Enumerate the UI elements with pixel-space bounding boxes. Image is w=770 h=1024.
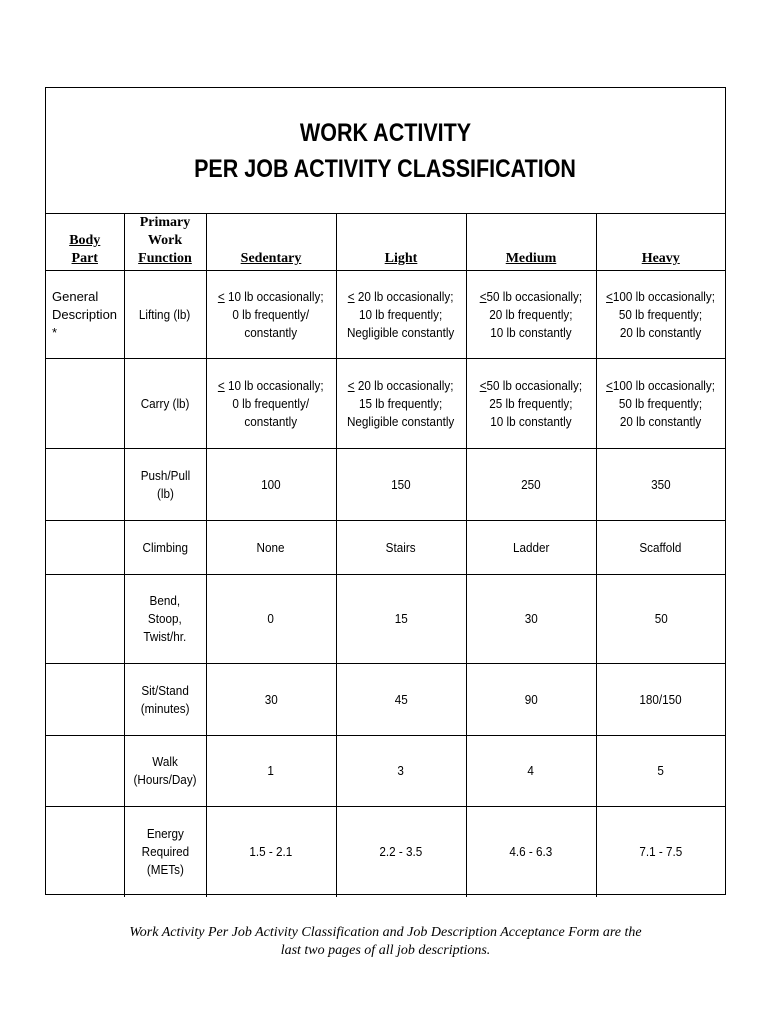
line: 10 lb constantly <box>490 324 572 340</box>
header-light <box>336 214 466 271</box>
value: 4.6 - 6.3 <box>509 843 553 859</box>
lte-symbol: < <box>606 288 614 304</box>
value: 7.1 - 7.5 <box>639 843 683 859</box>
body-part-line3: * <box>52 324 58 340</box>
function-climbing <box>124 521 206 575</box>
line: 20 lb constantly <box>620 413 702 429</box>
cell-lifting-sedentary <box>206 271 336 359</box>
body-part-empty <box>46 359 124 449</box>
value: Stairs <box>386 539 416 555</box>
cell-climbing-heavy <box>596 521 725 575</box>
line: 100 lb occasionally; <box>613 288 716 304</box>
cell-sit-stand-medium <box>466 664 596 736</box>
header-medium <box>466 214 596 271</box>
line: Sit/Stand <box>141 682 189 698</box>
footer-line-1: Work Activity Per Job Activity Classification and Job Description Acceptance Form are the <box>129 925 642 940</box>
row-climbing <box>46 521 725 575</box>
header-function-line3: Function <box>138 251 192 266</box>
value: 30 <box>264 691 278 707</box>
line: Negligible constantly <box>347 324 455 340</box>
header-heavy <box>596 214 725 271</box>
header-sedentary <box>206 214 336 271</box>
line: 20 lb occasionally; <box>358 377 454 393</box>
body-part-empty <box>46 807 124 897</box>
line: 20 lb constantly <box>620 324 702 340</box>
work-activity-table <box>46 214 725 897</box>
header-function-line1: Primary <box>139 215 191 230</box>
cell-climbing-medium <box>466 521 596 575</box>
value: 2.2 - 3.5 <box>379 843 423 859</box>
function-walk-label <box>133 753 196 789</box>
function-lifting-label: Lifting (lb) <box>139 306 191 322</box>
value: 150 <box>391 476 411 492</box>
line: Stoop, <box>148 611 182 626</box>
line: 50 lb frequently; <box>619 306 703 322</box>
function-lifting <box>124 271 206 359</box>
value: 180/150 <box>639 691 682 707</box>
value: 30 <box>524 611 538 626</box>
cell-energy-light <box>336 807 466 897</box>
cell-carry-sedentary <box>206 359 336 449</box>
lte-symbol: < <box>218 288 225 304</box>
cell-lifting-medium-text <box>480 288 582 342</box>
cell-bend-light <box>336 575 466 664</box>
line: Required <box>141 843 189 859</box>
cell-bend-heavy <box>596 575 725 664</box>
line: Walk <box>152 754 178 769</box>
cell-push-pull-sedentary <box>206 449 336 521</box>
function-energy <box>124 807 206 897</box>
line: (METs) <box>146 861 184 877</box>
lte-symbol: < <box>218 377 225 393</box>
cell-lifting-medium <box>466 271 596 359</box>
classification-sheet <box>45 87 726 895</box>
line: (lb) <box>156 485 174 501</box>
cell-lifting-sedentary-text <box>218 288 324 342</box>
value: Ladder <box>512 539 550 555</box>
cell-push-pull-heavy <box>596 449 725 521</box>
value: 4 <box>527 763 535 778</box>
header-sedentary-label: Sedentary <box>240 251 302 266</box>
line: (Hours/Day) <box>133 772 197 787</box>
header-body-part-line1: Body <box>69 233 101 248</box>
header-light-label: Light <box>384 251 418 266</box>
lte-symbol: < <box>479 288 487 304</box>
footer-note <box>45 924 726 960</box>
cell-lifting-heavy <box>596 271 725 359</box>
function-walk <box>124 736 206 807</box>
row-walk <box>46 736 725 807</box>
function-sit-stand <box>124 664 206 736</box>
line: 0 lb frequently/ <box>232 395 310 411</box>
cell-climbing-sedentary <box>206 521 336 575</box>
value: 0 <box>267 611 275 626</box>
line: Twist/hr. <box>143 629 187 644</box>
cell-walk-medium <box>466 736 596 807</box>
line: 15 lb frequently; <box>359 395 443 411</box>
line: 50 lb frequently; <box>619 395 703 411</box>
cell-climbing-light <box>336 521 466 575</box>
header-heavy-label: Heavy <box>641 251 680 266</box>
title-block <box>46 88 725 214</box>
row-push-pull <box>46 449 725 521</box>
body-part-line2: Description <box>52 306 118 322</box>
value: 1.5 - 2.1 <box>249 843 293 859</box>
value: 5 <box>657 763 664 778</box>
page-title-line-1: WORK ACTIVITY <box>299 118 472 147</box>
cell-walk-sedentary <box>206 736 336 807</box>
cell-sit-stand-light <box>336 664 466 736</box>
line: constantly <box>244 324 298 340</box>
line: Energy <box>146 825 184 841</box>
body-part-line1: General <box>52 288 99 304</box>
function-bend-stoop-twist <box>124 575 206 664</box>
row-carry <box>46 359 725 449</box>
cell-carry-light-text <box>347 377 454 431</box>
body-part-empty <box>46 521 124 575</box>
value: 90 <box>524 691 538 707</box>
line: constantly <box>244 413 298 429</box>
cell-carry-heavy-text <box>606 377 715 431</box>
body-part-general-description <box>46 271 124 359</box>
lte-symbol: < <box>606 377 614 393</box>
line: 100 lb occasionally; <box>613 377 716 393</box>
line: Push/Pull <box>140 467 190 483</box>
row-energy <box>46 807 725 897</box>
line: 25 lb frequently; <box>489 395 573 411</box>
cell-push-pull-light <box>336 449 466 521</box>
cell-carry-light <box>336 359 466 449</box>
value: 50 <box>654 611 668 626</box>
cell-walk-light <box>336 736 466 807</box>
lte-symbol: < <box>479 377 487 393</box>
line: (minutes) <box>140 700 190 716</box>
value: Scaffold <box>639 539 682 555</box>
cell-lifting-light <box>336 271 466 359</box>
cell-push-pull-medium <box>466 449 596 521</box>
value: 100 <box>261 476 281 492</box>
function-climbing-label: Climbing <box>142 539 188 555</box>
line: Bend, <box>149 593 181 608</box>
body-part-empty <box>46 736 124 807</box>
cell-carry-sedentary-text <box>218 377 324 431</box>
header-row <box>46 214 725 271</box>
line: 20 lb frequently; <box>489 306 573 322</box>
row-bend-stoop-twist <box>46 575 725 664</box>
cell-sit-stand-heavy <box>596 664 725 736</box>
row-lifting <box>46 271 725 359</box>
header-medium-label: Medium <box>505 251 557 266</box>
header-function-line2: Work <box>147 233 183 248</box>
function-bend-label <box>144 592 187 646</box>
line: Negligible constantly <box>347 413 455 429</box>
line: 10 lb occasionally; <box>228 288 324 304</box>
cell-carry-medium <box>466 359 596 449</box>
value: 3 <box>397 763 405 778</box>
cell-energy-heavy <box>596 807 725 897</box>
cell-carry-medium-text <box>480 377 582 431</box>
line: 10 lb frequently; <box>359 306 443 322</box>
lte-symbol: < <box>348 377 355 393</box>
page-title-line-2: PER JOB ACTIVITY CLASSIFICATION <box>194 154 577 183</box>
line: 10 lb constantly <box>490 413 572 429</box>
cell-bend-sedentary <box>206 575 336 664</box>
function-push-pull <box>124 449 206 521</box>
function-carry <box>124 359 206 449</box>
cell-energy-sedentary <box>206 807 336 897</box>
line: 0 lb frequently/ <box>232 306 310 322</box>
function-energy-label <box>141 825 188 879</box>
body-part-empty <box>46 449 124 521</box>
body-part-empty <box>46 664 124 736</box>
cell-lifting-light-text <box>347 288 454 342</box>
line: 10 lb occasionally; <box>228 377 324 393</box>
cell-lifting-heavy-text <box>606 288 715 342</box>
cell-walk-heavy <box>596 736 725 807</box>
value: None <box>257 539 285 555</box>
value: 15 <box>394 611 408 626</box>
value: 250 <box>521 476 541 492</box>
function-sit-stand-label <box>141 682 190 718</box>
lte-symbol: < <box>348 288 355 304</box>
line: 50 lb occasionally; <box>486 377 583 393</box>
value: 45 <box>394 691 408 707</box>
cell-energy-medium <box>466 807 596 897</box>
function-carry-label: Carry (lb) <box>140 395 190 411</box>
function-push-pull-label <box>140 467 189 503</box>
line: 50 lb occasionally; <box>486 288 583 304</box>
cell-bend-medium <box>466 575 596 664</box>
body-part-empty <box>46 575 124 664</box>
footer-line-2: last two pages of all job descriptions. <box>280 943 491 958</box>
cell-carry-heavy <box>596 359 725 449</box>
cell-sit-stand-sedentary <box>206 664 336 736</box>
row-sit-stand <box>46 664 725 736</box>
header-body-part-line2: Part <box>71 251 98 266</box>
line: 20 lb occasionally; <box>358 288 454 304</box>
header-primary-work-function <box>124 214 206 271</box>
value: 1 <box>267 763 275 778</box>
header-body-part <box>46 214 124 271</box>
value: 350 <box>650 476 671 492</box>
